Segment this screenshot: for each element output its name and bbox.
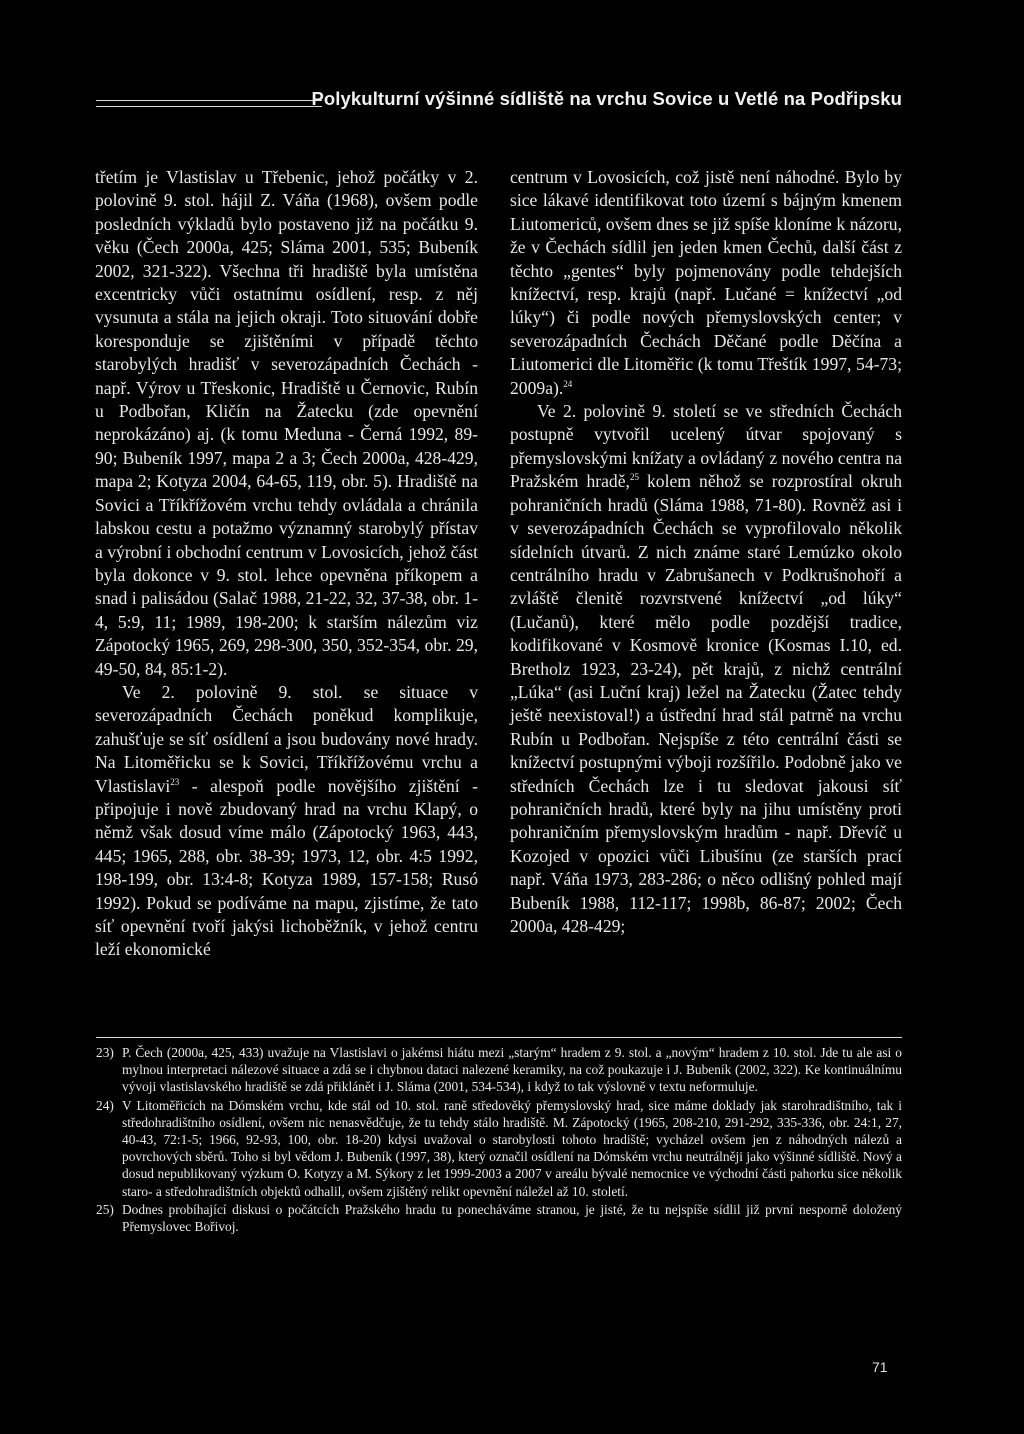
right-text-column	[510, 166, 902, 938]
right-paragraph-1	[510, 166, 902, 400]
running-title: Polykulturní výšinné sídliště na vrchu Sovice u Vetlé na Podřipsku	[311, 88, 902, 109]
right-paragraph-2-text-b: kolem něhož se rozprostíral okruh pohraničních hradů (Sláma 1988, 71-80). Rovněž asi i v severozápadních Čechách se vyprofilovalo několik sídelních útvarů. Z nich známe staré Lemúzko okolo centrálního hradu v Zabrušanech v Podkrušnohoří a zvláště členitě rozvrstvené knížectví „od lúky“ (Lučanů), které mělo podle pozdější tradice, kodifikované v Kosmově kronice (Kosmas I.10, ed. Bretholz 1923, 23-24), pět krajů, z nichž centrální „Lúka“ (asi Luční kraj) ležel na Žatecku (Žatec tehdy ještě neexistoval!) a ústřední hrad stál patrně na vrchu Rubín u Podbořan. Nejspíše z této centrální části se knížectví postupnými výboji rozšířilo. Podobně jako ve středních Čechách lze i tu sledovat jakousi síť pohraničních hradů, které byly na jihu umístěny proti pohraničním přemyslovským hradům - např. Dřevíč u Kozojed v opozici vůči Libušínu (ze starších prací např. Váňa 1973, 283-286; o něco odlišný pohled mají Bubeník 1988, 112-117; 1998b, 86-87; 2002; Čech 2000a, 428-429;	[510, 471, 902, 936]
running-header	[96, 86, 902, 126]
header-double-rule	[96, 100, 322, 107]
footnote-ref-25[interactable]: 25	[629, 472, 639, 483]
footnotes-section	[96, 1044, 902, 1236]
footnote-24	[96, 1097, 902, 1200]
footnote-number: 24)	[96, 1097, 114, 1113]
footnote-23	[96, 1044, 902, 1096]
right-paragraph-2	[510, 400, 902, 938]
page-number: 71	[872, 1359, 888, 1375]
footnote-separator	[96, 1037, 902, 1038]
left-paragraph-2-text-a: Ve 2. polovině 9. stol. se situace v severozápadních Čechách poněkud komplikuje, zahušťuje se síť osídlení a jsou budovány nové hrady. Na Litoměřicku se k Sovici, Tříkřížovému vrchu a Vlastislavi	[95, 681, 478, 796]
left-paragraph-2	[95, 681, 478, 962]
right-paragraph-1-text: centrum v Lovosicích, což jistě není náhodné. Bylo by sice lákavé identifikovat toto území s bájným kmenem Liutomericů, ovšem dnes se již spíše kloníme k názoru, že v Čechách sídlil jen jeden kmen Čechů, další část z těchto „gentes“ byly pojmenovány podle tehdejších knížectví, resp. krajů (např. Lučané = knížectví „od lúky“) či podle nových přemyslovských center; v severozápadních Čechách Děčané podle Děčína a Liutomerici dle Litoměřic (k tomu Třeštík 1997, 54-73; 2009a).	[510, 167, 902, 398]
footnote-text: Dodnes probíhající diskusi o počátcích Pražského hradu tu ponecháváme stranou, je jisté, že tu nejspíše sídlil již první nesporně doložený Přemyslovec Bořivoj.	[122, 1201, 902, 1235]
footnote-text: P. Čech (2000a, 425, 433) uvažuje na Vlastislavi o jakémsi hiátu mezi „starým“ hradem z 9. stol. a „novým“ hradem z 10. stol. Jde tu ale asi o mylnou interpretaci nálezové situace a zdá se i chybnou dataci nalezené keramiky, na což poukazuje i J. Bubeník (2002, 322). Ke kontinuálnímu vývoji vlastislavského hradiště se zdá přiklánět i J. Sláma (2001, 534-534), i když to tak výslovně v textu neformuluje.	[122, 1045, 902, 1095]
footnote-number: 25)	[96, 1201, 114, 1217]
footnote-number: 23)	[96, 1045, 114, 1060]
left-text-column	[95, 166, 478, 962]
left-paragraph-1: třetím je Vlastislav u Třebenic, jehož počátky v 2. polovině 9. stol. hájil Z. Váňa (1968), ovšem podle posledních výkladů bylo postaveno již na počátku 9. věku (Čech 2000a, 425; Sláma 2001, 535; Bubeník 2002, 321-322). Všechna tři hradiště byla umístěna excentricky vůči ostatnímu osídlení, resp. z něj vysunuta a stála na jejich okraji. Toto situování dobře koresponduje se zjištěními v případě těchto starobylých hradišť v severozápadních Čechách - např. Výrov u Třeskonic, Hradiště u Černovic, Rubín u Podbořan, Kličín na Žatecku (zde opevnění neprokázáno) aj. (k tomu Meduna - Černá 1992, 89-90; Bubeník 1997, mapa 2 a 3; Čech 2000a, 428-429, mapa 2; Kotyza 2004, 64-65, 119, obr. 5). Hradiště na Sovici a Tříkřížovém vrchu tehdy ovládala a chránila labskou cestu a potažmo významný starobylý přístav a výrobní i obchodní centrum v Lovosicích, jehož část byla dokonce v 9. stol. lehce opevněna příkopem a snad i palisádou (Salač 1988, 21-22, 32, 37-38, obr. 1-4, 5:9, 11; 1989, 198-200; k starším nálezům viz Zápotocký 1965, 269, 298-300, 350, 352-354, obr. 29, 49-50, 84, 85:1-2).	[95, 167, 478, 679]
footnote-ref-23[interactable]: 23	[170, 776, 180, 787]
right-paragraph-2-text-a: Ve 2. polovině 9. století se ve středních Čechách postupně vytvořil ucelený útvar spojovaný s přemyslovskými knížaty a ovládaný z nového centra na Pražském hradě,	[510, 401, 902, 492]
footnote-text: V Litoměřicích na Dómském vrchu, kde stál od 10. stol. raně středověký přemyslovský hrad, sice máme doklady jak starohradištního, tak i středohradištního osídlení, ovšem nic nenasvědčuje, že tu tehdy stálo hradiště. M. Zápotocký (1965, 208-210, 291-292, 335-336, obr. 24:1, 27, 40-43, 72:1-5; 1966, 92-93, 100, obr. 18-20) kdysi uvažoval o starobylosti tohoto hradiště; vycházel ovšem jen z náhodných nálezů a povrchových sběrů. Toho si byl vědom J. Bubeník (1997, 38), který označil osídlení na Dómském vrchu neutrálněji jako výšinné sídliště. Nový a dosud nepublikovaný výzkum O. Kotyzy a M. Sýkory z let 1999-2003 a 2007 v areálu bývalé nemocnice ve východní části pahorku sice několik staro- a středohradištních objektů odhalil, ovšem zjištěný relikt opevnění náležel až 10. století.	[122, 1097, 902, 1199]
footnote-25	[96, 1201, 902, 1235]
footnote-ref-24[interactable]: 24	[563, 378, 573, 389]
left-paragraph-2-text-b: - alespoň podle novějšího zjištění - připojuje i nově zbudovaný hrad na vrchu Klapý, o němž však dosud víme málo (Zápotocký 1963, 443, 445; 1965, 288, obr. 38-39; 1973, 12, obr. 4:5 1992, 198-199, obr. 13:4-8; Kotyza 1989, 157-158; Rusó 1992). Pokud se podíváme na mapu, zjistíme, že tato síť opevnění tvoří jakýsi lichoběžník, v jehož centru leží ekonomické	[95, 775, 478, 960]
